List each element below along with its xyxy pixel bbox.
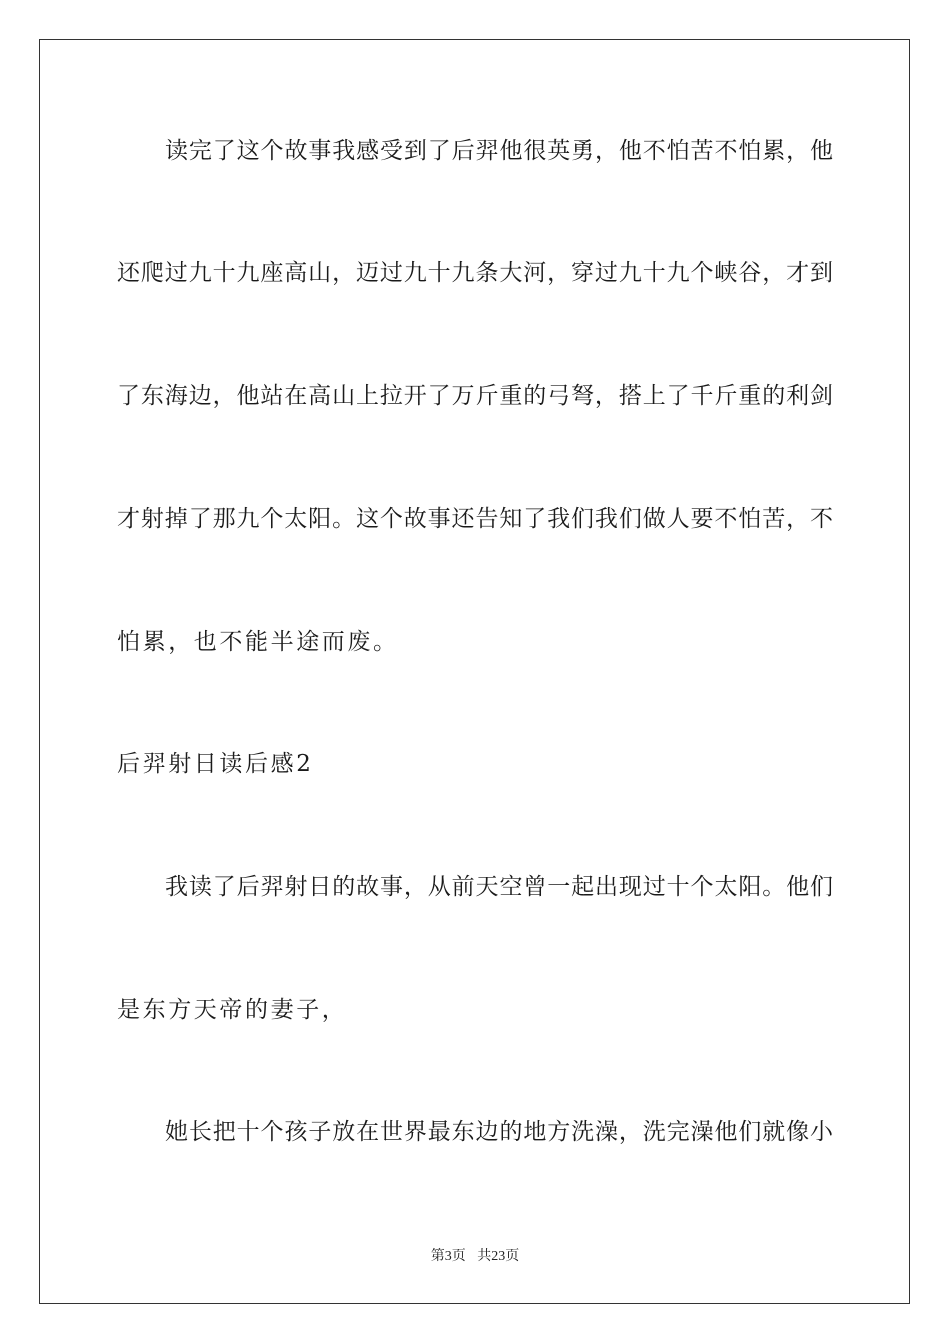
page-footer — [0, 1248, 950, 1266]
paragraph-line: 还爬过九十九座高山，迈过九十九条大河，穿过九十九个峡谷，才到 — [117, 260, 833, 286]
paragraph-line: 才射掉了那九个太阳。这个故事还告知了我们我们做人要不怕苦，不 — [117, 506, 833, 532]
paragraph-line: 怕累，也不能半途而废。 — [117, 629, 399, 655]
paragraph-line: 她长把十个孩子放在世界最东边的地方洗澡，洗完澡他们就像小 — [165, 1119, 833, 1145]
page-border — [39, 39, 910, 1304]
paragraph-line: 读完了这个故事我感受到了后羿他很英勇，他不怕苦不怕累，他 — [165, 138, 833, 164]
paragraph-line: 了东海边，他站在高山上拉开了万斤重的弓弩，搭上了千斤重的利剑 — [117, 383, 833, 409]
page-total: 共23页 — [477, 1249, 520, 1264]
paragraph-line: 是东方天帝的妻子， — [117, 997, 348, 1023]
page-number: 第3页 — [430, 1249, 466, 1264]
paragraph-line: 我读了后羿射日的故事，从前天空曾一起出现过十个太阳。他们 — [165, 874, 833, 900]
section-heading: 后羿射日读后感2 — [117, 751, 314, 777]
